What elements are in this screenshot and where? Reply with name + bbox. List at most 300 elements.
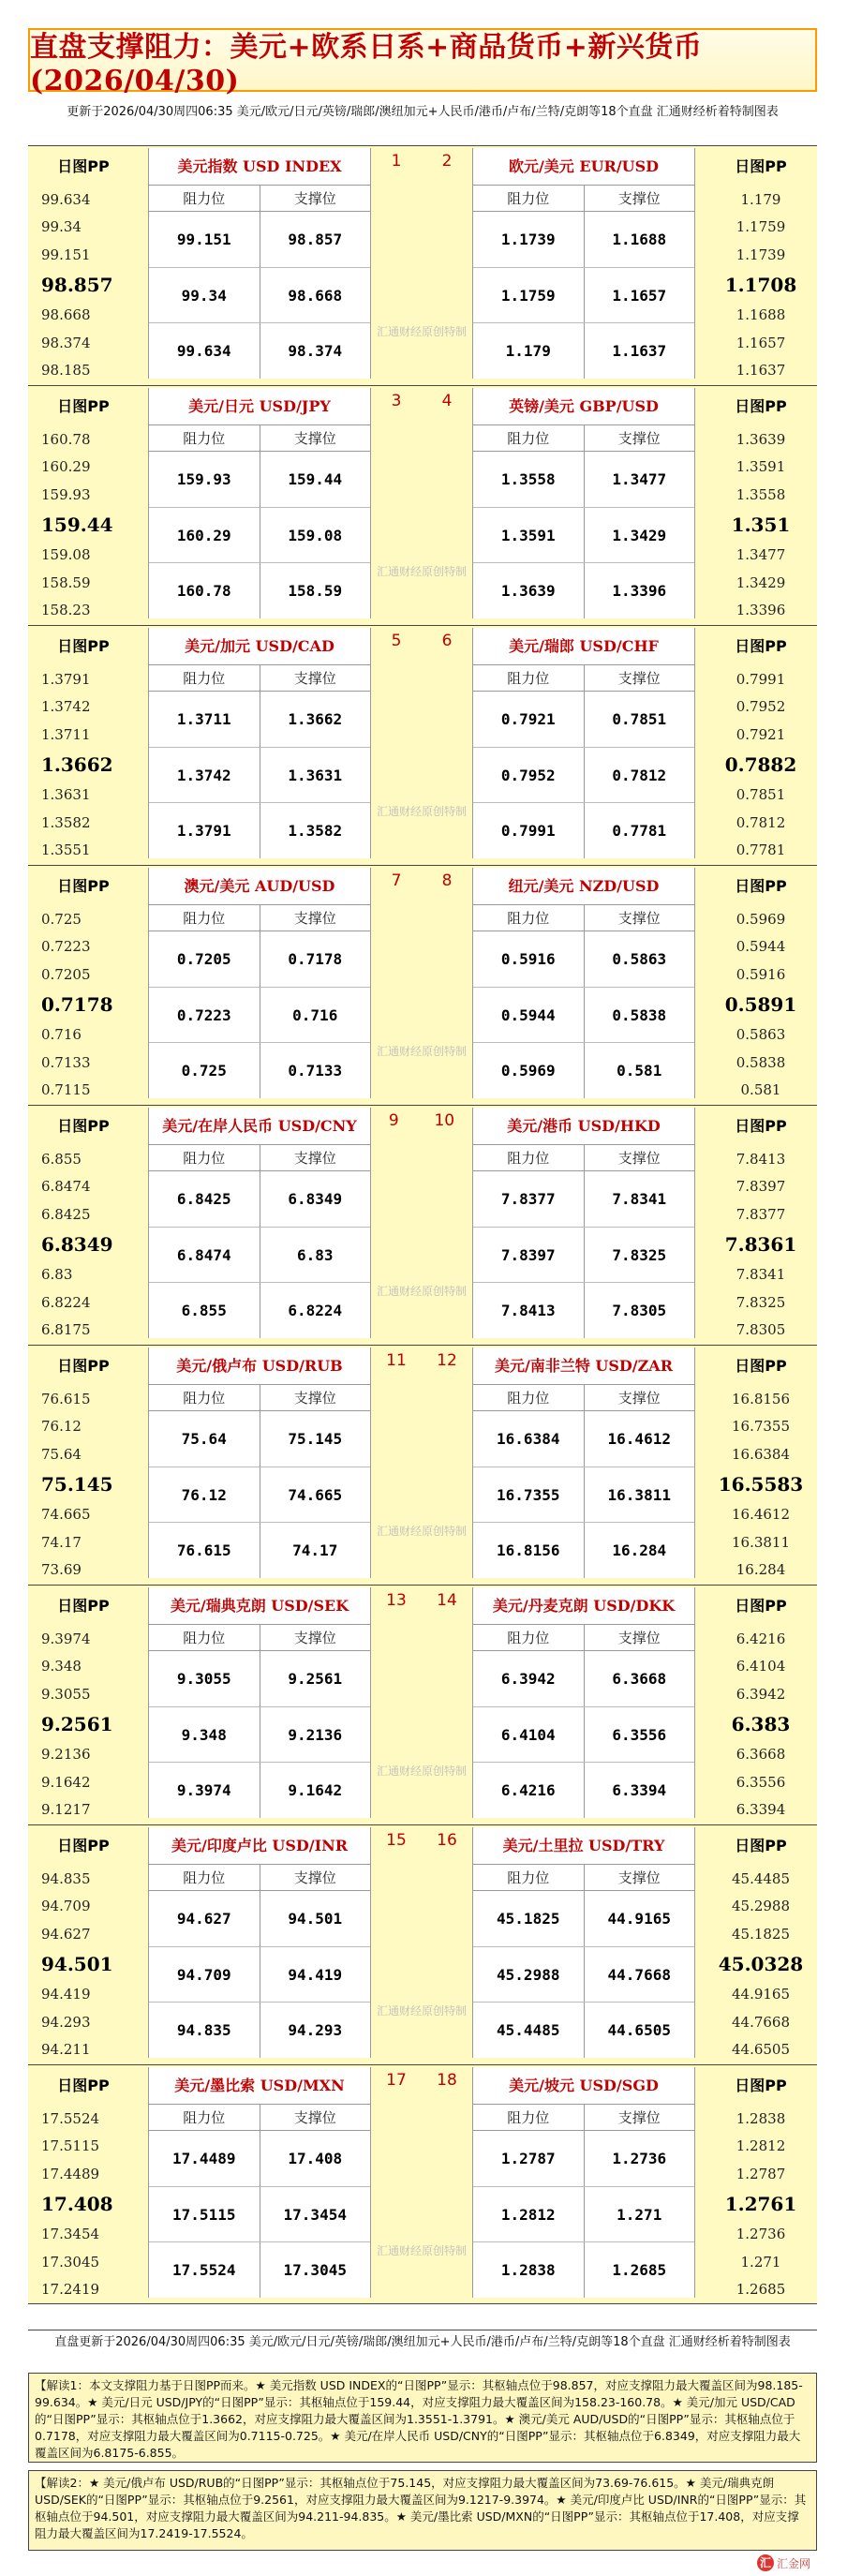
pp-value: 0.5916 <box>736 965 786 983</box>
support-header: 支撑位 <box>617 430 661 447</box>
pp-value: 0.7133 <box>41 1053 91 1071</box>
resistance-header: 阻力位 <box>149 1385 260 1410</box>
resistance-value: 99.151 <box>149 212 260 267</box>
pp-value: 99.151 <box>41 246 91 263</box>
pair-panel-right <box>472 868 695 1098</box>
pp-value: 7.8413 <box>736 1151 786 1168</box>
block-number: 2 <box>441 152 453 171</box>
support-value: 9.2561 <box>288 1669 343 1688</box>
pp-list-left <box>41 1391 144 1578</box>
pp-value: 44.6505 <box>731 2040 791 2058</box>
block-number: 15 <box>386 1831 407 1850</box>
support-value: 7.8305 <box>612 1302 667 1320</box>
pp-value: 17.4489 <box>41 2165 100 2182</box>
pp-value: 6.4104 <box>736 1658 786 1675</box>
support-value: 16.3811 <box>607 1485 671 1504</box>
level-row <box>473 268 694 324</box>
pair-block <box>28 385 817 625</box>
support-header: 支撑位 <box>293 1390 336 1407</box>
level-row <box>473 212 694 268</box>
pp-value: 0.7205 <box>41 965 91 983</box>
pp-value: 6.4216 <box>736 1630 786 1647</box>
pp-value: 0.5838 <box>736 1053 786 1071</box>
pair-title: 美元/瑞典克朗 USD/SEK <box>149 1587 370 1625</box>
resistance-value: 9.3055 <box>149 1651 260 1706</box>
pp-value: 16.3811 <box>731 1533 791 1551</box>
pp-value: 17.3454 <box>41 2226 100 2243</box>
pivot-value: 6.8349 <box>41 1232 113 1256</box>
pair-title: 美元/丹麦克朗 USD/DKK <box>473 1587 694 1625</box>
pp-list-right <box>705 1630 817 1818</box>
pp-list-right <box>705 1391 817 1578</box>
daily-pp-label: 日图PP <box>57 1597 110 1615</box>
update-line: 更新于2026/04/30周四06:35 美元/欧元/日元/英镑/瑞郎/澳纽加元+人民币/港币/卢布/兰特/克朗等18个直盘 汇通财经析着特制图表 <box>67 105 779 119</box>
pp-value: 45.1825 <box>731 1925 791 1943</box>
panel-header <box>473 665 694 692</box>
support-value: 159.44 <box>288 469 343 488</box>
level-row <box>149 323 370 379</box>
level-row <box>149 988 370 1044</box>
resistance-value: 6.8425 <box>149 1171 260 1227</box>
pair-panel-left <box>148 148 371 379</box>
pp-list-right <box>705 1870 817 2058</box>
pp-value: 6.83 <box>41 1266 73 1284</box>
support-value: 44.7668 <box>607 1965 671 1984</box>
pp-value: 0.7812 <box>736 813 786 831</box>
level-row <box>149 508 370 564</box>
pivot-value: 1.2761 <box>724 2192 797 2215</box>
level-row <box>149 2003 370 2058</box>
resistance-header: 阻力位 <box>149 1865 260 1890</box>
pivot-value: 17.408 <box>41 2192 113 2215</box>
panel-rows <box>149 1171 370 1338</box>
support-value: 17.3454 <box>283 2205 347 2224</box>
block-number: 9 <box>388 1111 399 1130</box>
pp-value: 6.3556 <box>736 1773 786 1791</box>
block-number: 3 <box>391 392 402 410</box>
pair-panel-right <box>472 628 695 858</box>
pp-value: 1.2685 <box>736 2280 786 2298</box>
level-row <box>473 931 694 988</box>
support-value: 0.581 <box>617 1062 662 1080</box>
panel-header <box>149 1625 370 1651</box>
daily-pp-label: 日图PP <box>735 397 787 415</box>
block-numbers <box>371 1831 472 1850</box>
pp-value: 9.2136 <box>41 1746 91 1764</box>
pp-list-left <box>41 671 144 858</box>
resistance-value: 0.5944 <box>473 988 585 1043</box>
daily-pp-label: 日图PP <box>735 157 787 175</box>
pair-title: 澳元/美元 AUD/USD <box>149 868 370 905</box>
block-numbers <box>371 2071 472 2090</box>
pair-title: 美元指数 USD INDEX <box>149 148 370 186</box>
resistance-value: 0.5916 <box>473 931 585 987</box>
pair-panel-right <box>472 388 695 618</box>
level-row <box>473 1283 694 1338</box>
block-number: 10 <box>434 1111 455 1130</box>
pp-value: 6.8425 <box>41 1205 91 1223</box>
pp-value: 6.3942 <box>736 1685 786 1703</box>
pp-value: 1.1759 <box>736 218 786 236</box>
resistance-header: 阻力位 <box>473 2105 585 2130</box>
level-row <box>473 508 694 564</box>
resistance-value: 45.4485 <box>473 2003 585 2058</box>
level-row <box>473 1891 694 1947</box>
pair-block <box>28 1824 817 2064</box>
block-number: 14 <box>437 1591 457 1610</box>
pivot-value: 6.383 <box>731 1712 791 1735</box>
pp-value: 1.3742 <box>41 698 91 716</box>
resistance-value: 94.709 <box>149 1947 260 2003</box>
pivot-value: 1.3662 <box>41 752 113 776</box>
pp-value: 1.3639 <box>736 431 786 448</box>
support-header: 支撑位 <box>617 1869 661 1886</box>
resistance-header: 阻力位 <box>149 1145 260 1170</box>
block-number: 16 <box>437 1831 457 1850</box>
level-row <box>149 212 370 268</box>
pp-value: 7.8341 <box>736 1266 786 1284</box>
resistance-value: 76.615 <box>149 1523 260 1578</box>
daily-pp-label: 日图PP <box>735 1597 787 1615</box>
support-value: 9.1642 <box>288 1781 343 1800</box>
pair-title: 美元/港币 USD/HKD <box>473 1108 694 1145</box>
pp-value: 6.855 <box>41 1151 82 1168</box>
panel-header <box>473 2105 694 2131</box>
pp-value: 0.7952 <box>736 698 786 716</box>
middle-column <box>371 2065 472 2305</box>
pair-panel-right <box>472 1348 695 1578</box>
pair-panel-left <box>148 1827 371 2058</box>
pp-value: 0.7851 <box>736 786 786 804</box>
pp-value: 9.3055 <box>41 1685 91 1703</box>
block-number: 5 <box>391 632 402 650</box>
resistance-value: 7.8397 <box>473 1228 585 1283</box>
support-value: 44.6505 <box>607 2021 671 2040</box>
panel-header <box>149 1145 370 1171</box>
pp-value: 94.293 <box>41 2013 91 2031</box>
support-value: 1.3631 <box>288 766 343 784</box>
support-value: 1.3396 <box>612 582 667 601</box>
level-row <box>149 1467 370 1524</box>
level-row <box>149 1651 370 1707</box>
pair-panel-left <box>148 1108 371 1338</box>
block-numbers <box>371 1591 472 1610</box>
pair-panel-left <box>148 388 371 618</box>
resistance-header: 阻力位 <box>149 2105 260 2130</box>
support-value: 98.374 <box>288 342 343 361</box>
support-value: 158.59 <box>288 582 343 601</box>
pp-value: 9.348 <box>41 1658 82 1675</box>
panel-header <box>149 905 370 931</box>
support-value: 6.3668 <box>612 1669 667 1688</box>
pp-value: 1.271 <box>740 2253 781 2271</box>
pivot-value: 0.7882 <box>724 752 797 776</box>
resistance-value: 1.3558 <box>473 452 585 507</box>
block-number: 8 <box>441 871 453 890</box>
support-value: 0.7812 <box>612 766 667 784</box>
block-number: 12 <box>437 1351 457 1370</box>
daily-pp-label: 日图PP <box>57 1837 110 1854</box>
resistance-header: 阻力位 <box>473 186 585 211</box>
support-value: 6.3394 <box>612 1781 667 1800</box>
block-number: 17 <box>386 2071 407 2090</box>
panel-header <box>473 1865 694 1891</box>
pp-list-right <box>705 1151 817 1338</box>
pp-value: 6.3668 <box>736 1746 786 1764</box>
panel-rows <box>473 1411 694 1578</box>
support-value: 94.501 <box>288 1909 343 1928</box>
pp-value: 44.9165 <box>731 1986 791 2003</box>
pivot-value: 16.5583 <box>718 1472 804 1496</box>
level-row <box>149 452 370 508</box>
pp-value: 7.8305 <box>736 1320 786 1338</box>
pp-value: 94.835 <box>41 1870 91 1887</box>
middle-column <box>371 1346 472 1586</box>
pair-title: 美元/南非兰特 USD/ZAR <box>473 1348 694 1385</box>
resistance-value: 0.7205 <box>149 931 260 987</box>
level-row <box>473 1228 694 1284</box>
pivot-value: 0.7178 <box>41 992 113 1016</box>
site-logo[interactable] <box>757 2554 810 2571</box>
pair-title: 纽元/美元 NZD/USD <box>473 868 694 905</box>
support-value: 159.08 <box>288 526 343 544</box>
pp-value: 1.3429 <box>736 573 786 591</box>
pp-value: 16.4612 <box>731 1506 791 1524</box>
resistance-value: 1.2787 <box>473 2131 585 2186</box>
pp-value: 7.8397 <box>736 1178 786 1196</box>
pp-value: 158.23 <box>41 601 91 618</box>
pivot-value: 0.5891 <box>724 992 797 1016</box>
pp-value: 9.3974 <box>41 1630 91 1647</box>
level-row <box>149 1891 370 1947</box>
pivot-value: 75.145 <box>41 1472 113 1496</box>
support-header: 支撑位 <box>293 1630 336 1646</box>
pp-value: 1.1657 <box>736 334 786 351</box>
pp-value: 0.7781 <box>736 841 786 858</box>
panel-rows <box>473 692 694 858</box>
panel-rows <box>473 1651 694 1818</box>
resistance-value: 45.1825 <box>473 1891 585 1946</box>
block-numbers <box>371 1351 472 1370</box>
daily-pp-label: 日图PP <box>735 637 787 655</box>
resistance-value: 17.4489 <box>149 2131 260 2186</box>
pp-value: 1.3791 <box>41 671 91 688</box>
pp-value: 7.8377 <box>736 1205 786 1223</box>
pp-value: 76.12 <box>41 1418 82 1436</box>
resistance-value: 1.3742 <box>149 748 260 803</box>
support-header: 支撑位 <box>617 1630 661 1646</box>
support-value: 44.9165 <box>607 1909 671 1928</box>
resistance-value: 17.5524 <box>149 2242 260 2298</box>
resistance-value: 6.3942 <box>473 1651 585 1706</box>
support-value: 0.716 <box>292 1005 338 1024</box>
resistance-value: 0.7991 <box>473 803 585 858</box>
support-header: 支撑位 <box>617 190 661 207</box>
panel-rows <box>149 452 370 618</box>
pp-value: 16.7355 <box>731 1418 791 1436</box>
watermark: 汇通财经原创特制 <box>376 2244 467 2257</box>
pair-block <box>28 1345 817 1585</box>
panel-header <box>473 1145 694 1171</box>
pp-value: 9.1217 <box>41 1800 91 1818</box>
block-number: 6 <box>441 632 453 650</box>
resistance-header: 阻力位 <box>473 425 585 451</box>
watermark: 汇通财经原创特制 <box>376 1764 467 1778</box>
pp-value: 159.08 <box>41 546 91 564</box>
pair-block <box>28 865 817 1105</box>
resistance-header: 阻力位 <box>473 665 585 691</box>
panel-header <box>149 665 370 692</box>
level-row <box>149 1043 370 1098</box>
daily-pp-label: 日图PP <box>57 637 110 655</box>
pp-value: 73.69 <box>41 1560 82 1578</box>
block-number: 13 <box>386 1591 407 1610</box>
pivot-value: 1.1708 <box>724 273 797 296</box>
resistance-value: 16.7355 <box>473 1467 585 1523</box>
panel-rows <box>473 1171 694 1338</box>
panel-rows <box>149 931 370 1098</box>
resistance-value: 6.4104 <box>473 1707 585 1763</box>
support-header: 支撑位 <box>617 1150 661 1167</box>
support-header: 支撑位 <box>293 190 336 207</box>
support-value: 1.3477 <box>612 469 667 488</box>
level-row <box>473 1763 694 1818</box>
level-row <box>473 2003 694 2058</box>
resistance-header: 阻力位 <box>149 186 260 211</box>
pp-value: 6.8474 <box>41 1178 91 1196</box>
daily-pp-label: 日图PP <box>57 1357 110 1375</box>
daily-pp-label: 日图PP <box>57 397 110 415</box>
resistance-value: 6.855 <box>149 1283 260 1338</box>
block-numbers <box>371 392 472 410</box>
watermark: 汇通财经原创特制 <box>376 1285 467 1298</box>
level-row <box>473 1523 694 1578</box>
support-header: 支撑位 <box>293 910 336 927</box>
resistance-header: 阻力位 <box>149 425 260 451</box>
pair-blocks <box>28 145 817 2304</box>
block-numbers <box>371 632 472 650</box>
resistance-value: 1.1739 <box>473 212 585 267</box>
block-number: 7 <box>391 871 402 890</box>
block-numbers <box>371 871 472 890</box>
resistance-value: 9.3974 <box>149 1763 260 1818</box>
level-row <box>473 748 694 804</box>
level-row <box>473 803 694 858</box>
daily-pp-label: 日图PP <box>57 1117 110 1135</box>
level-row <box>149 268 370 324</box>
support-header: 支撑位 <box>617 2109 661 2126</box>
daily-pp-label: 日图PP <box>57 2077 110 2094</box>
pp-value: 1.2838 <box>736 2110 786 2127</box>
resistance-value: 0.5969 <box>473 1043 585 1098</box>
resistance-value: 1.2838 <box>473 2242 585 2298</box>
pair-panel-right <box>472 2067 695 2298</box>
resistance-header: 阻力位 <box>149 1625 260 1650</box>
support-value: 74.17 <box>292 1541 338 1560</box>
level-row <box>149 2187 370 2243</box>
resistance-header: 阻力位 <box>149 665 260 691</box>
pp-value: 0.5863 <box>736 1026 786 1044</box>
panel-header <box>149 186 370 212</box>
pp-value: 0.7115 <box>41 1080 91 1098</box>
resistance-header: 阻力位 <box>473 1385 585 1410</box>
level-row <box>473 1947 694 2003</box>
pivot-value: 98.857 <box>41 273 113 296</box>
block-number: 4 <box>441 392 453 410</box>
block-number: 18 <box>437 2071 457 2090</box>
resistance-value: 6.4216 <box>473 1763 585 1818</box>
level-row <box>473 2187 694 2243</box>
daily-pp-label: 日图PP <box>735 2077 787 2094</box>
level-row <box>149 1411 370 1467</box>
pp-value: 158.59 <box>41 573 91 591</box>
support-header: 支撑位 <box>293 430 336 447</box>
watermark: 汇通财经原创特制 <box>376 1525 467 1538</box>
pp-value: 45.4485 <box>731 1870 791 1887</box>
panel-header <box>149 1385 370 1411</box>
level-row <box>149 1707 370 1764</box>
level-row <box>149 692 370 748</box>
pp-list-left <box>41 2110 144 2298</box>
support-value: 17.408 <box>288 2149 343 2167</box>
daily-pp-label: 日图PP <box>735 1357 787 1375</box>
pp-list-right <box>705 431 817 618</box>
panel-rows <box>473 2131 694 2298</box>
daily-pp-label: 日图PP <box>735 1117 787 1135</box>
pair-panel-left <box>148 628 371 858</box>
block-number: 1 <box>391 152 402 171</box>
pair-title: 美元/日元 USD/JPY <box>149 388 370 425</box>
pair-block <box>28 1585 817 1824</box>
pp-value: 1.2787 <box>736 2165 786 2182</box>
watermark: 汇通财经原创特制 <box>376 325 467 338</box>
level-row <box>149 1283 370 1338</box>
level-row <box>149 748 370 804</box>
pivot-value: 94.501 <box>41 1952 113 1975</box>
support-value: 17.3045 <box>283 2261 347 2280</box>
pair-panel-right <box>472 1587 695 1818</box>
resistance-value: 160.78 <box>149 563 260 618</box>
pp-list-left <box>41 431 144 618</box>
resistance-value: 1.1759 <box>473 268 585 323</box>
resistance-value: 1.2812 <box>473 2187 585 2242</box>
pair-panel-right <box>472 1108 695 1338</box>
support-value: 1.271 <box>617 2205 662 2224</box>
support-header: 支撑位 <box>293 1869 336 1886</box>
resistance-value: 160.29 <box>149 508 260 563</box>
level-row <box>149 931 370 988</box>
support-value: 1.1688 <box>612 230 667 248</box>
watermark: 汇通财经原创特制 <box>376 805 467 818</box>
pair-title: 欧元/美元 EUR/USD <box>473 148 694 186</box>
pp-value: 0.725 <box>41 911 82 928</box>
pp-value: 0.581 <box>740 1080 781 1098</box>
pp-value: 0.5944 <box>736 938 786 956</box>
resistance-value: 159.93 <box>149 452 260 507</box>
support-value: 6.83 <box>296 1245 334 1264</box>
pp-list-left <box>41 191 144 379</box>
resistance-value: 1.3639 <box>473 563 585 618</box>
pp-value: 16.8156 <box>731 1391 791 1407</box>
panel-header <box>473 1385 694 1411</box>
middle-column <box>371 626 472 866</box>
pp-value: 94.211 <box>41 2040 91 2058</box>
block-numbers <box>371 152 472 171</box>
resistance-header: 阻力位 <box>149 905 260 931</box>
logo-text: 汇金网 <box>777 2556 811 2570</box>
logo-icon: 汇 <box>757 2554 774 2571</box>
resistance-header: 阻力位 <box>473 1865 585 1890</box>
